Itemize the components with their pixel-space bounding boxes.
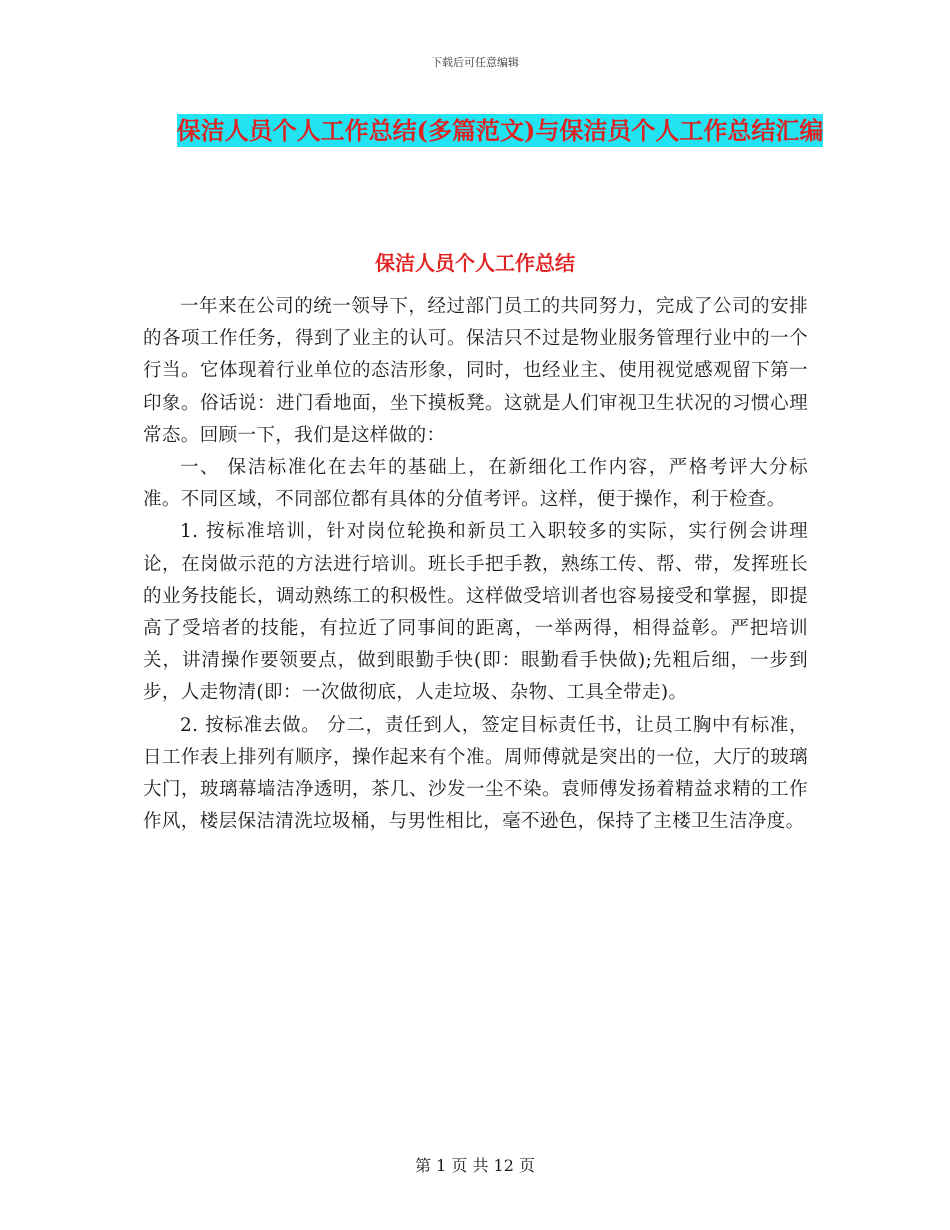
paragraph-subpoint-2: 2. 按标准去做。 分二，责任到人，签定目标责任书，让员工胸中有标准，日工作表上排列有顺序，操作起来有个准。周师傅就是突出的一位，大厅的玻璃大门，玻璃幕墙洁净透明，茶几、沙发一尘不染。袁师傅发扬着精益求精的工作作风，楼层保洁清洗垃圾桶，与男性相比，毫不逊色，保持了主楼卫生洁净度。 — [143, 714, 808, 833]
paragraph-intro: 一年来在公司的统一领导下，经过部门员工的共同努力，完成了公司的安排的各项工作任务，得到了业主的认可。保洁只不过是物业服务管理行业中的一个行当。它体现着行业单位的态洁形象，同时，也经业主、使用视觉感观留下第一印象。俗话说：进门看地面，坐下摸板凳。这就是人们审视卫生状况的习惯心理常态。回顾一下，我们是这样做的： — [143, 296, 808, 446]
page-footer: 第 1 页 共 12 页 — [415, 1156, 535, 1175]
document-title-text: 保洁人员个人工作总结(多篇范文)与保洁员个人工作总结汇编 — [176, 116, 824, 145]
document-title — [150, 108, 850, 154]
paragraph-subpoint-1: 1. 按标准培训，针对岗位轮换和新员工入职较多的实际，实行例会讲理论，在岗做示范的方法进行培训。班长手把手教，熟练工传、帮、带，发挥班长的业务技能长，调动熟练工的积极性。这样做受培训者也容易接受和掌握，即提高了受培者的技能，有拉近了同事间的距离，一举两得，相得益彰。严把培训关，讲清操作要领要点，做到眼勤手快(即：眼勤看手快做);先粗后细，一步到步，人走物清(即：一次做彻底，人走垃圾、杂物、工具全带走)。 — [143, 521, 808, 704]
header-note: 下载后可任意编辑 — [431, 56, 519, 69]
document-body — [143, 291, 808, 838]
paragraph-point-1: 一、 保洁标准化在去年的基础上，在新细化工作内容，严格考评大分标准。不同区域，不同部位都有具体的分值考评。这样，便于操作，利于检查。 — [143, 457, 808, 511]
section-title: 保洁人员个人工作总结 — [375, 251, 575, 275]
